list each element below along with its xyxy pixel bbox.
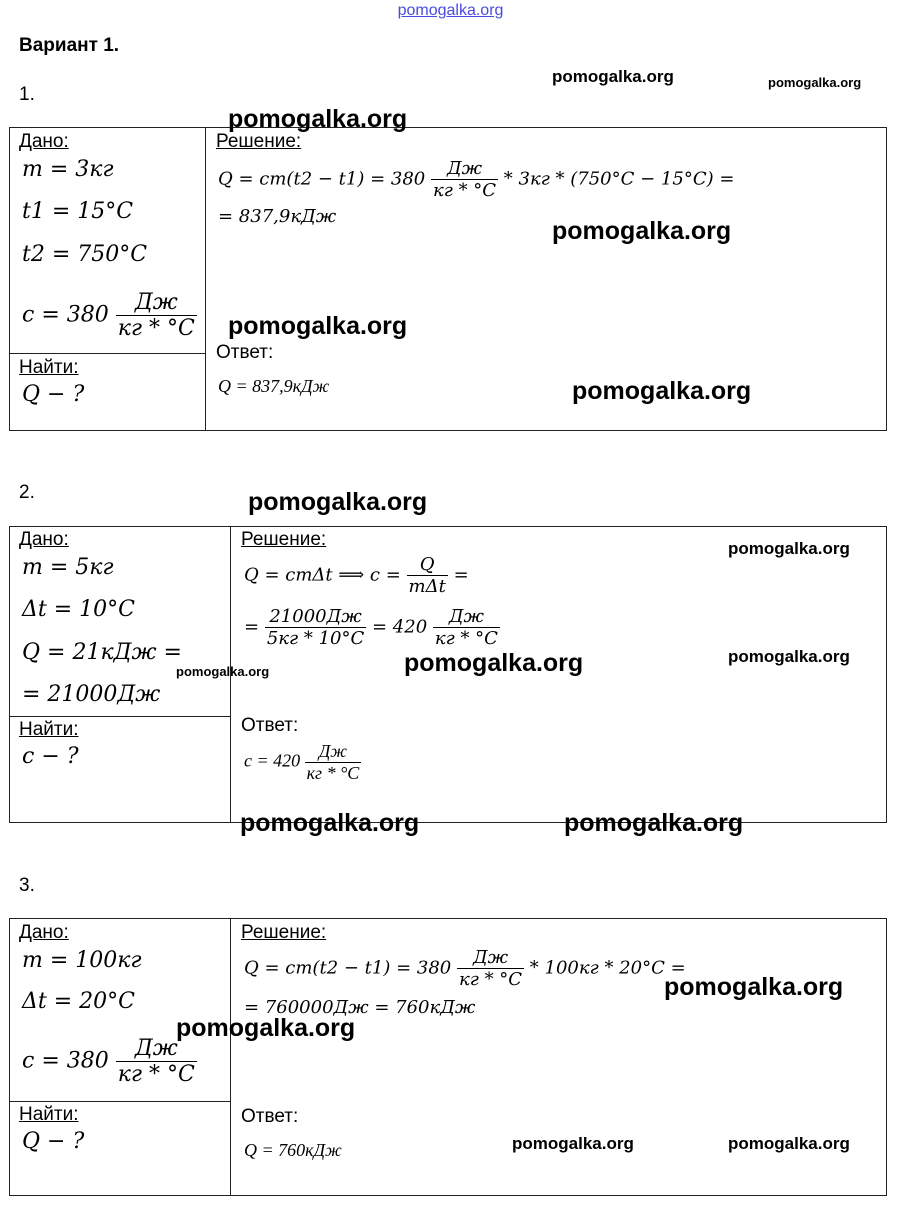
problem-2-given-q-joules: = 21000Дж	[22, 682, 161, 707]
watermark: pomogalka.org	[228, 312, 408, 340]
problem-3-given-label: Дано:	[19, 922, 69, 943]
problem-1-given-find-divider	[9, 353, 205, 354]
problem-1-solution-line2: = 837,9кДж	[218, 206, 337, 227]
watermark: pomogalka.org	[728, 1134, 850, 1153]
problem-3-divider	[230, 918, 231, 1196]
problem-3-solution-label: Решение:	[241, 922, 327, 943]
watermark: pomogalka.org	[664, 973, 844, 1001]
problem-2-given-find-divider	[9, 716, 230, 717]
problem-2-answer-label: Ответ:	[241, 715, 299, 736]
problem-1-given-t2: t2 = 750°C	[22, 242, 148, 267]
variant-title: Вариант 1.	[19, 35, 120, 56]
problem-1-solution-line1: Q = cm(t2 − t1) = 380 $\frac{Дж}{кг * ^\circ C}$ * 3кг * (750°C − 15°C) =	[218, 158, 735, 201]
watermark: pomogalka.org	[512, 1134, 634, 1153]
problem-1-solution-label: Решение:	[216, 131, 302, 152]
watermark: pomogalka.org	[552, 67, 674, 86]
watermark: pomogalka.org	[248, 488, 428, 516]
problem-1-given-label: Дано:	[19, 131, 69, 152]
site-link[interactable]: pomogalka.org	[397, 2, 504, 19]
problem-1-given-mass: m = 3кг	[22, 157, 114, 182]
watermark: pomogalka.org	[728, 539, 850, 558]
problem-2-given-dt: Δt = 10°C	[22, 597, 135, 622]
watermark: pomogalka.org	[404, 649, 584, 677]
watermark: pomogalka.org	[768, 75, 862, 90]
problem-3-solution-line1: Q = cm(t2 − t1) = 380 $\frac{Дж}{кг * ^\circ C}$ * 100кг * 20°C =	[244, 947, 686, 990]
problem-3-find: Q − ?	[22, 1129, 85, 1154]
watermark: pomogalka.org	[240, 809, 420, 837]
problem-1-divider	[205, 127, 206, 431]
watermark: pomogalka.org	[728, 647, 850, 666]
watermark: pomogalka.org	[228, 105, 408, 133]
problem-2-solution-line1: Q = cmΔt ⟹ c = $\frac{Q}{\text{mΔt}}$ =	[244, 554, 469, 597]
problem-1-number: 1.	[19, 84, 35, 105]
problem-2-given-mass: m = 5кг	[22, 555, 114, 580]
problem-3-solution-line2: = 760000Дж = 760кДж	[244, 997, 476, 1018]
watermark: pomogalka.org	[176, 664, 270, 679]
watermark: pomogalka.org	[176, 1014, 356, 1042]
problem-3-answer-label: Ответ:	[241, 1106, 299, 1127]
watermark: pomogalka.org	[564, 809, 744, 837]
problem-2-given-label: Дано:	[19, 529, 69, 550]
problem-3-given-find-divider	[9, 1101, 230, 1102]
problem-1-answer: Q = 837,9кДж	[218, 376, 330, 396]
problem-1-find-label: Найти:	[19, 357, 79, 378]
problem-3-number: 3.	[19, 875, 35, 896]
problem-1-find: Q − ?	[22, 382, 85, 407]
watermark: pomogalka.org	[552, 217, 732, 245]
watermark: pomogalka.org	[572, 377, 752, 405]
problem-1-answer-label: Ответ:	[216, 342, 274, 363]
problem-2-number: 2.	[19, 482, 35, 503]
problem-3-answer: Q = 760кДж	[244, 1140, 342, 1160]
problem-2-find: c − ?	[22, 744, 79, 769]
problem-3-given-c: c = 380 $\frac{Дж}{кг * ^\circ C}$	[22, 1036, 195, 1087]
problem-2-solution-line2: = $\frac{21000Дж}{5кг * 10^\circ C}$ = 420 $\frac{Дж}{кг * ^\circ C}$	[244, 606, 498, 649]
problem-3-find-label: Найти:	[19, 1104, 79, 1125]
problem-2-given-q: Q = 21кДж =	[22, 640, 182, 665]
problem-1-given-t1: t1 = 15°C	[22, 199, 134, 224]
problem-3-given-mass: m = 100кг	[22, 948, 142, 973]
problem-3-given-dt: Δt = 20°C	[22, 989, 135, 1014]
problem-2-answer: c = 420 $\frac{Дж}{кг * ^\circ C}$	[244, 741, 360, 783]
problem-1-given-c: c = 380 $\frac{Дж}{кг * ^\circ C}$	[22, 290, 195, 341]
problem-2-find-label: Найти:	[19, 719, 79, 740]
problem-2-solution-label: Решение:	[241, 529, 327, 550]
